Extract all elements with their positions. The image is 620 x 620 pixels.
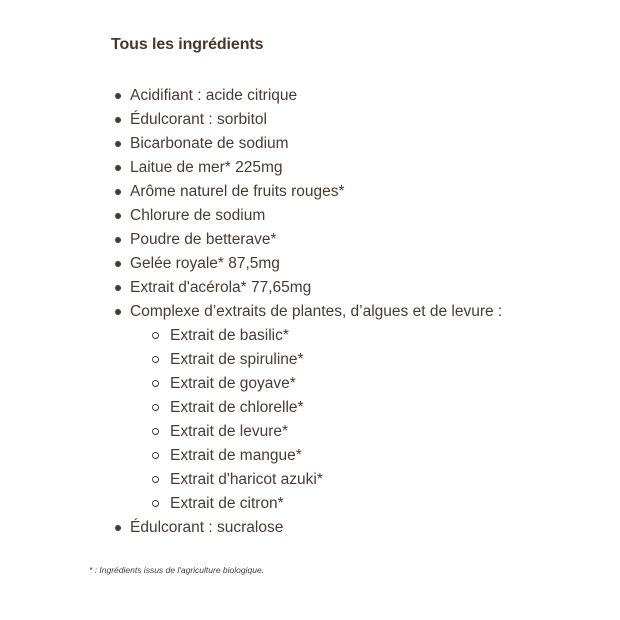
ingredient-label: Chlorure de sodium [130, 207, 266, 224]
sub-ingredient-item [130, 444, 502, 468]
sub-ingredient-item [130, 348, 502, 372]
circle-bullet-icon [152, 476, 159, 483]
ingredient-label: Extrait d'acérola* 77,65mg [130, 279, 312, 296]
bullet-icon [115, 189, 121, 195]
sub-ingredient-label: Extrait de chlorelle* [170, 399, 304, 416]
ingredient-item [112, 108, 502, 132]
circle-bullet-icon [152, 356, 159, 363]
ingredient-label: Acidifiant : acide citrique [130, 87, 298, 104]
ingredient-label: Poudre de betterave* [130, 231, 277, 248]
circle-bullet-icon [152, 380, 159, 387]
sub-ingredient-label: Extrait d'haricot azuki* [170, 471, 323, 488]
sub-ingredient-label: Extrait de citron* [170, 495, 284, 512]
ingredient-item [112, 228, 502, 252]
organic-footnote: * : Ingrédients issus de l'agriculture biologique. [89, 565, 265, 575]
sub-ingredient-label: Extrait de mangue* [170, 447, 302, 464]
ingredient-label: Laitue de mer* 225mg [130, 159, 283, 176]
ingredient-item [112, 84, 502, 108]
ingredients-title: Tous les ingrédients [111, 36, 264, 53]
ingredient-label: Bicarbonate de sodium [130, 135, 289, 152]
bullet-icon [115, 285, 121, 291]
ingredient-item [112, 132, 502, 156]
bullet-icon [115, 213, 121, 219]
circle-bullet-icon [152, 500, 159, 507]
circle-bullet-icon [152, 332, 159, 339]
sub-ingredient-label: Extrait de levure* [170, 423, 289, 440]
sub-ingredient-item [130, 492, 502, 516]
sub-ingredient-item [130, 396, 502, 420]
bullet-icon [115, 261, 121, 267]
sub-ingredient-label: Extrait de goyave* [170, 375, 296, 392]
circle-bullet-icon [152, 428, 159, 435]
complex-sublist [130, 324, 502, 516]
bullet-icon [115, 93, 121, 99]
sub-ingredient-item [130, 468, 502, 492]
bullet-icon [115, 117, 121, 123]
bullet-icon [115, 525, 121, 531]
complex-label: Complexe d’extraits de plantes, d’algues et de levure : [130, 303, 503, 320]
circle-bullet-icon [152, 452, 159, 459]
sub-ingredient-item [130, 324, 502, 348]
bullet-icon [115, 237, 121, 243]
ingredient-item [112, 204, 502, 228]
sub-ingredient-label: Extrait de basilic* [170, 327, 289, 344]
ingredient-label: Gelée royale* 87,5mg [130, 255, 280, 272]
ingredient-item [112, 276, 502, 300]
bullet-icon [115, 141, 121, 147]
sub-ingredient-item [130, 372, 502, 396]
circle-bullet-icon [152, 404, 159, 411]
bullet-icon [115, 165, 121, 171]
ingredient-label: Édulcorant : sucralose [130, 519, 284, 536]
sub-ingredient-label: Extrait de spiruline* [170, 351, 304, 368]
sub-ingredient-item [130, 420, 502, 444]
ingredient-item [112, 252, 502, 276]
bullet-icon [115, 309, 121, 315]
ingredient-label: Arôme naturel de fruits rouges* [130, 183, 345, 200]
ingredient-item [112, 180, 502, 204]
ingredients-list [112, 84, 502, 540]
ingredient-label: Édulcorant : sorbitol [130, 111, 267, 128]
ingredient-complex-item [112, 300, 502, 516]
ingredient-item [112, 516, 502, 540]
ingredient-item [112, 156, 502, 180]
